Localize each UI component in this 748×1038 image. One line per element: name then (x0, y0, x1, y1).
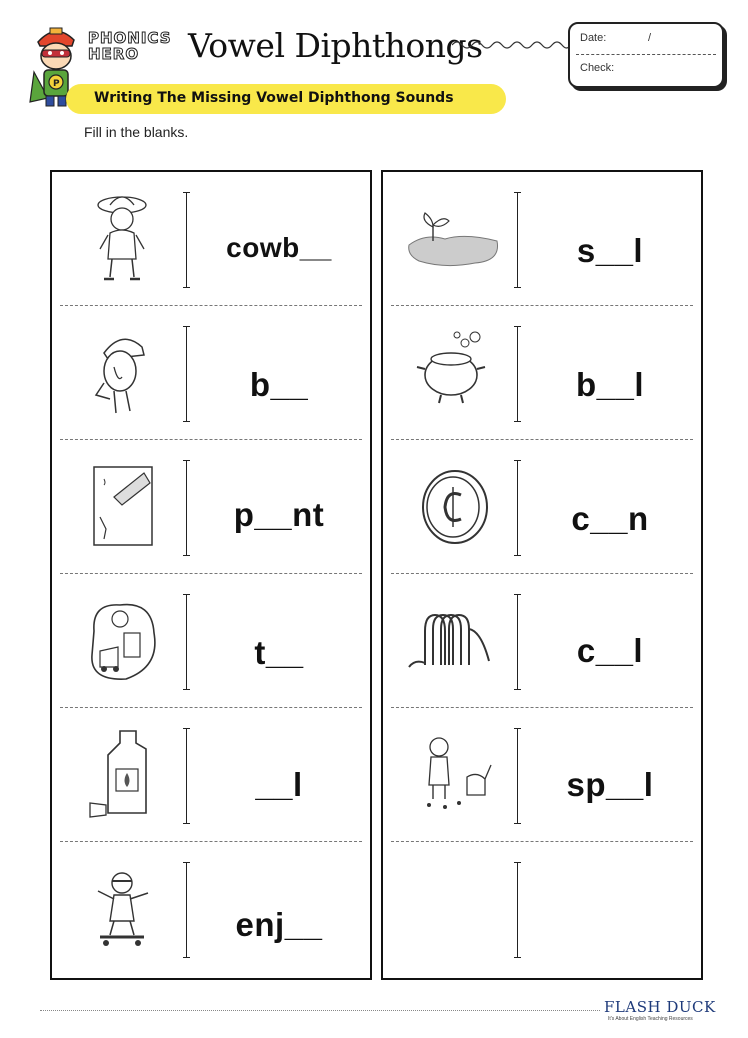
exercise-row (52, 708, 370, 842)
svg-text:P: P (53, 79, 60, 89)
coil-hose-icon (405, 591, 501, 691)
fill-blank-word: __l (255, 766, 303, 803)
flash-duck-logo (604, 996, 722, 1026)
bracket-line (517, 728, 518, 824)
boy-icon (74, 323, 170, 423)
right-worksheet-panel (381, 170, 703, 980)
exercise-row (383, 440, 701, 574)
fill-blank-word: b__l (575, 366, 645, 403)
exercise-row (52, 172, 370, 306)
bracket-line (186, 326, 187, 422)
subtitle-banner (66, 84, 506, 114)
bracket-line (186, 192, 187, 288)
bracket-line (186, 862, 187, 958)
date-separator: / (648, 32, 652, 44)
brand-line-2: HERO (88, 45, 140, 63)
brand-line-1: PHONICS (88, 29, 172, 47)
bracket-line (517, 594, 518, 690)
bracket-line (517, 192, 518, 288)
logo-tagline: It's About English Teaching Resources (608, 1016, 693, 1022)
bracket-line (186, 594, 187, 690)
paint-icon (74, 457, 170, 557)
bracket-line (186, 460, 187, 556)
fill-blank-word: sp__l (566, 766, 654, 803)
enjoy-skateboard-icon (74, 859, 170, 959)
fill-blank-word: c__l (576, 632, 644, 669)
fill-blank-word: enj__ (235, 906, 323, 943)
exercise-row (383, 708, 701, 842)
exercise-row (383, 306, 701, 440)
fill-blank-word: s__l (576, 232, 644, 269)
subtitle-text: Writing The Missing Vowel Diphthong Sounds (94, 90, 454, 106)
exercise-row (383, 574, 701, 708)
logo-text: FLASH DUCK (604, 998, 716, 1016)
spoil-girl-dog-icon (405, 725, 501, 825)
coin-icon (405, 457, 501, 557)
squiggle-decoration (452, 38, 570, 52)
date-label: Date: (580, 32, 607, 44)
soil-sprout-icon (405, 189, 501, 289)
fill-blank-word: c__n (571, 500, 649, 537)
brand-logo (88, 30, 180, 70)
fill-blank-word: p__nt (233, 496, 325, 533)
exercise-row (383, 172, 701, 306)
cowboy-icon (74, 189, 170, 289)
fill-blank-word: b__ (249, 366, 309, 403)
date-divider (576, 54, 716, 55)
exercise-row (52, 440, 370, 574)
bracket-line (186, 728, 187, 824)
bracket-line (517, 862, 518, 958)
exercise-row (52, 842, 370, 976)
instruction-text: Fill in the blanks. (84, 124, 189, 140)
exercise-row (52, 574, 370, 708)
footer-divider (40, 1010, 600, 1011)
check-label: Check: (580, 62, 615, 74)
left-worksheet-panel (50, 170, 372, 980)
date-check-box (568, 22, 724, 88)
fill-blank-word: t__ (254, 634, 304, 671)
page-title: Vowel Diphthongs (188, 26, 483, 65)
bracket-line (517, 326, 518, 422)
exercise-row-empty (383, 842, 701, 976)
toys-icon (74, 591, 170, 691)
exercise-row (52, 306, 370, 440)
bracket-line (517, 460, 518, 556)
fill-blank-word: cowb__ (226, 232, 332, 263)
oil-bottle-icon (74, 725, 170, 825)
boiling-pot-icon (405, 323, 501, 423)
